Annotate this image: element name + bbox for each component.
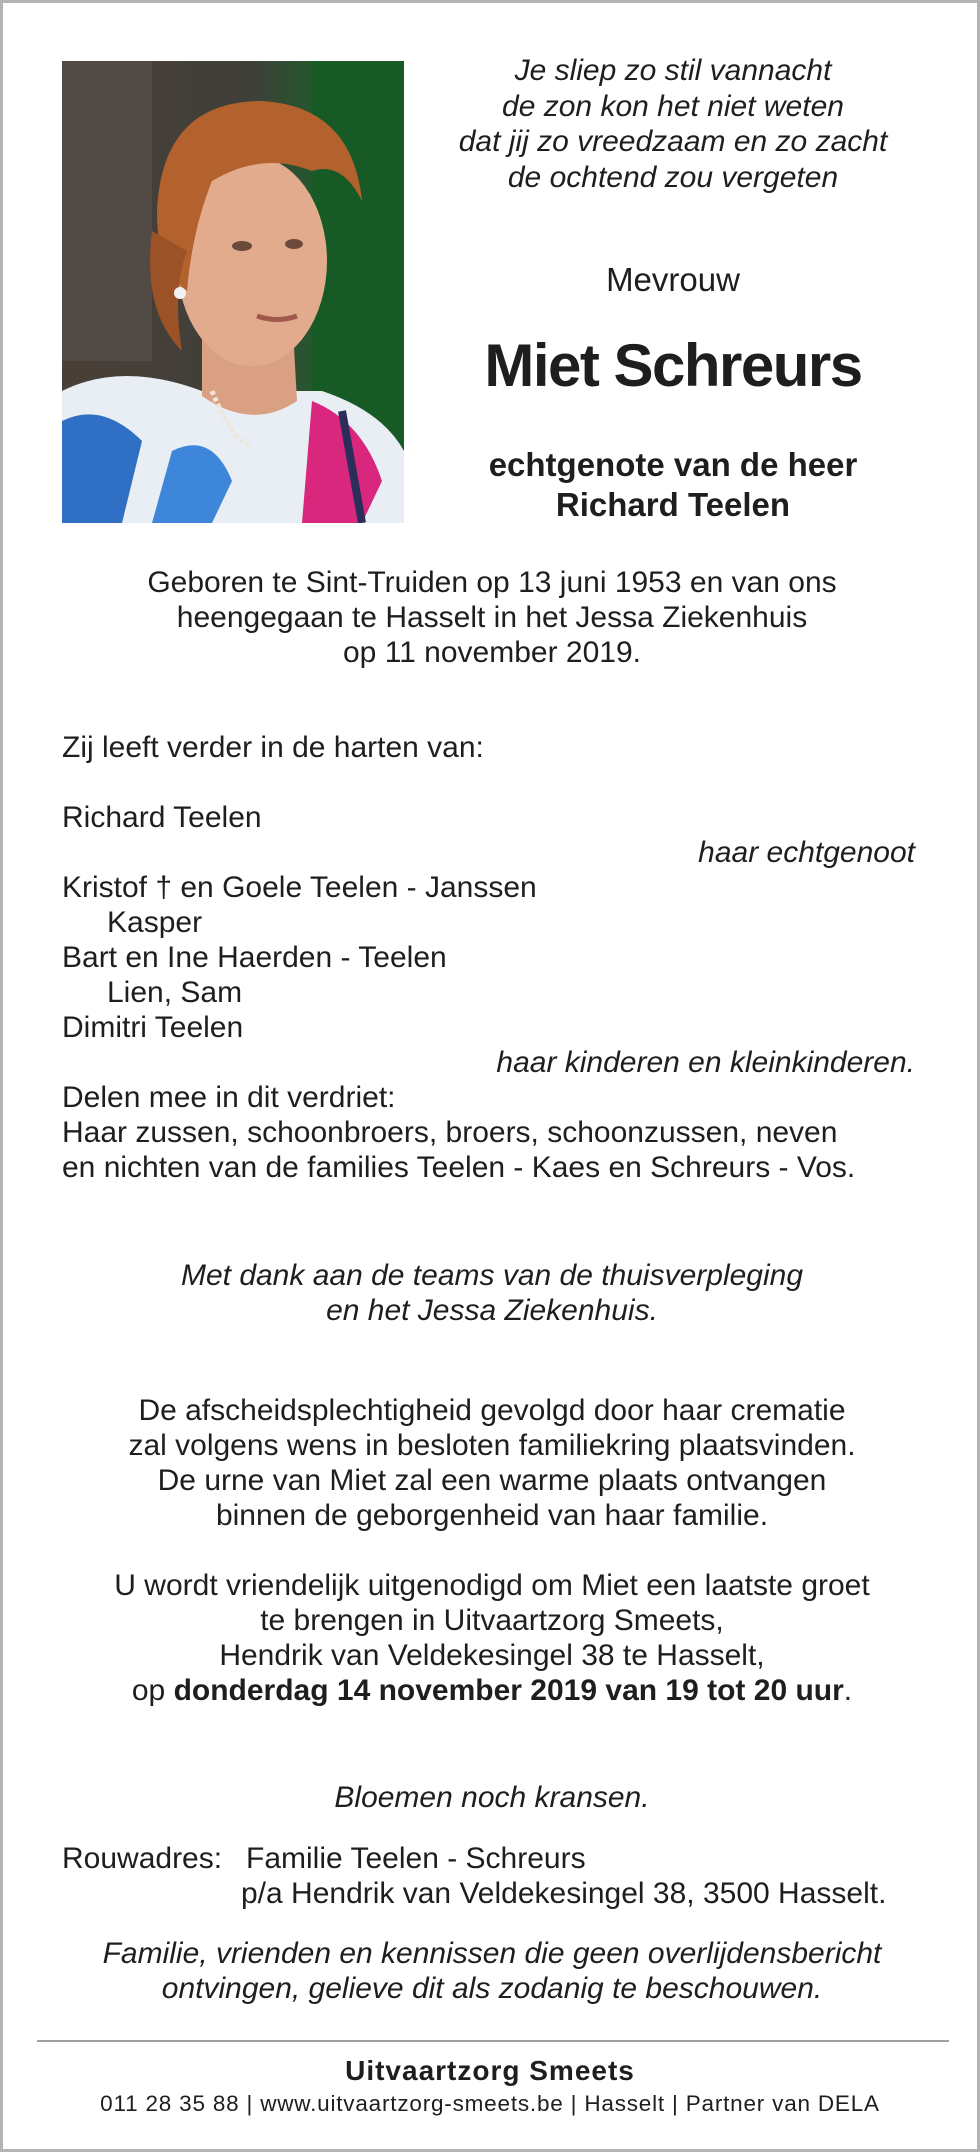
poem-line: de ochtend zou vergeten	[507, 160, 839, 194]
grandchildren: Lien, Sam	[107, 976, 243, 1009]
invitation-line: U wordt vriendelijk uitgenodigd om Miet een laatste groet	[114, 1569, 870, 1602]
children-role: haar kinderen en kleinkinderen.	[496, 1046, 915, 1079]
address-label: Rouwadres:	[62, 1842, 223, 1875]
notice-line: ontvingen, gelieve dit als zodanig te beschouwen.	[161, 1972, 823, 2005]
ceremony-line: binnen de geborgenheid van haar familie.	[215, 1499, 769, 1532]
flowers-note: Bloemen noch kransen.	[334, 1781, 650, 1814]
invitation-line: Hendrik van Veldekesingel 38 te Hasselt,	[219, 1639, 765, 1672]
share-line: Haar zussen, schoonbroers, broers, schoonzussen, neven	[62, 1116, 838, 1149]
footer-divider	[37, 2040, 949, 2042]
spouse-name: Richard Teelen	[62, 801, 262, 834]
portrait-photo	[62, 61, 404, 523]
poem-line: Je sliep zo stil vannacht	[514, 54, 832, 87]
share-line: en nichten van de families Teelen - Kaes en Schreurs - Vos.	[62, 1151, 856, 1184]
thanks-line: Met dank aan de teams van de thuisverpleging	[180, 1259, 804, 1292]
spouse-line: Richard Teelen	[555, 486, 791, 523]
when-date: donderdag 14 november 2019 van 19 tot 20 uur	[173, 1674, 844, 1707]
birth-death-line: Geboren te Sint-Truiden op 13 juni 1953 en van ons	[147, 566, 837, 599]
child-family: Dimitri Teelen	[62, 1011, 244, 1044]
deceased-name: Miet Schreurs	[484, 332, 862, 399]
portrait-illustration	[62, 61, 404, 523]
invitation-line: te brengen in Uitvaartzorg Smeets,	[260, 1604, 724, 1637]
thanks-line: en het Jessa Ziekenhuis.	[326, 1294, 658, 1327]
when-prefix: op	[131, 1674, 174, 1707]
grandchildren: Kasper	[107, 906, 203, 939]
spouse-role: haar echtgenoot	[698, 836, 915, 869]
birth-death-line: heengegaan te Hasselt in het Jessa Ziekenhuis	[176, 601, 808, 634]
footer-info: 011 28 35 88 | www.uitvaartzorg-smeets.be | Hasselt | Partner van DELA	[100, 2091, 880, 2116]
family-intro: Zij leeft verder in de harten van:	[62, 731, 484, 764]
child-family: Bart en Ine Haerden - Teelen	[62, 941, 447, 974]
address-street: p/a Hendrik van Veldekesingel 38, 3500 Hasselt.	[241, 1877, 887, 1910]
poem-line: dat jij zo vreedzaam en zo zacht	[458, 125, 888, 158]
birth-death-info	[62, 565, 922, 670]
invitation-when	[62, 1673, 922, 1708]
poem	[423, 53, 923, 195]
child-family: Kristof † en Goele Teelen - Janssen	[62, 871, 537, 904]
honorific: Mevrouw	[606, 261, 740, 298]
ceremony-line: zal volgens wens in besloten familiekring plaatsvinden.	[128, 1429, 856, 1462]
address-name: Familie Teelen - Schreurs	[246, 1842, 586, 1875]
when-suffix: .	[843, 1674, 853, 1707]
notice-line: Familie, vrienden en kennissen die geen overlijdensbericht	[102, 1937, 882, 1970]
share-intro: Delen mee in dit verdriet:	[62, 1081, 396, 1114]
ceremony-line: De afscheidsplechtigheid gevolgd door haar crematie	[138, 1394, 846, 1427]
footer-title: Uitvaartzorg Smeets	[345, 2055, 635, 2086]
spouse-line: echtgenote van de heer	[488, 446, 858, 483]
ceremony-line: De urne van Miet zal een warme plaats ontvangen	[157, 1464, 827, 1497]
poem-line: de zon kon het niet weten	[502, 89, 844, 123]
birth-death-line: op 11 november 2019.	[343, 636, 641, 669]
spouse-info	[423, 445, 923, 525]
